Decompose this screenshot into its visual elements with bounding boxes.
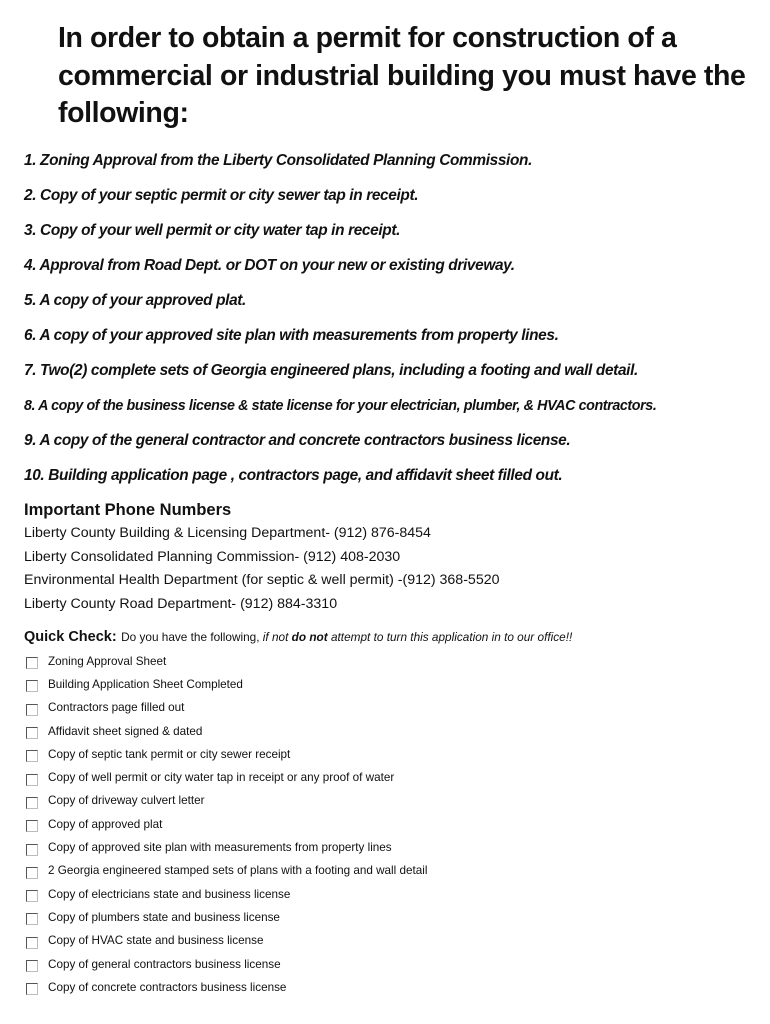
checklist-item-label: Copy of electricians state and business license [48,887,291,901]
quick-check-line [24,628,764,646]
requirement-item: 9. A copy of the general contractor and concrete contractors business license. [24,432,571,449]
checklist-item [24,906,427,929]
checklist-item-label: Copy of general contractors business license [48,957,281,971]
checkbox[interactable] [26,890,38,902]
checkbox[interactable] [26,680,38,692]
phone-line: Environmental Health Department (for septic & well permit) -(912) 368-5520 [24,572,500,588]
requirement-item: 1. Zoning Approval from the Liberty Consolidated Planning Commission. [24,152,532,169]
phone-numbers-heading: Important Phone Numbers [24,501,232,519]
checklist-item [24,650,427,673]
checklist-item-label: Copy of approved site plan with measurements from property lines [48,841,392,855]
quick-check-text [121,630,572,644]
checklist-item-label: Zoning Approval Sheet [48,654,167,668]
requirement-item: 8. A copy of the business license & state license for your electrician, plumber, & HVAC contractors. [24,398,657,414]
checklist-item-label: Contractors page filled out [48,701,185,715]
checkbox[interactable] [26,774,38,786]
checkbox[interactable] [26,797,38,809]
checklist-item [24,860,427,883]
checkbox[interactable] [26,657,38,669]
checklist-item-label: Copy of septic tank permit or city sewer receipt [48,747,291,761]
checkbox[interactable] [26,867,38,879]
phone-line: Liberty Consolidated Planning Commission- (912) 408-2030 [24,548,401,565]
requirements-list [24,150,764,500]
quick-check-question: Do you have the following, [121,630,260,644]
checklist-item [24,836,427,859]
requirement-item: 2. Copy of your septic permit or city sewer tap in receipt. [24,187,419,204]
checkbox[interactable] [26,960,38,972]
checkbox[interactable] [26,704,38,716]
checkbox[interactable] [26,820,38,832]
requirement-item: 3. Copy of your well permit or city water tap in receipt. [24,222,401,239]
checklist-item [24,953,427,976]
checklist-item-label: Affidavit sheet signed & dated [48,724,203,738]
checklist-item [24,790,427,813]
checklist-item [24,976,427,999]
requirement-item: 10. Building application page , contractors page, and affidavit sheet filled out. [24,467,563,484]
checklist-item-label: Copy of driveway culvert letter [48,794,205,808]
page-title: In order to obtain a permit for construction of a commercial or industrial building you must have the following: [58,22,746,129]
checklist-item-label: Copy of well permit or city water tap in receipt or any proof of water [48,771,395,785]
requirement-item: 7. Two(2) complete sets of Georgia engineered plans, including a footing and wall detail. [24,362,638,379]
checklist-item [24,930,427,953]
phone-line: Liberty County Building & Licensing Department- (912) 876-8454 [24,525,431,541]
requirement-item: 6. A copy of your approved site plan with measurements from property lines. [24,327,559,344]
checklist-item-label: Copy of HVAC state and business license [48,934,264,948]
checkbox[interactable] [26,727,38,739]
quick-check-warning-post: attempt to turn this application in to our office!! [330,630,573,644]
checklist [24,650,427,999]
checklist-item-label: Building Application Sheet Completed [48,677,243,691]
quick-check-warning-pre: if not [262,630,289,644]
quick-check-warning-bold: do not [291,630,328,644]
checkbox[interactable] [26,983,38,995]
checklist-item [24,697,427,720]
requirement-item: 5. A copy of your approved plat. [24,292,246,309]
checklist-item-label: 2 Georgia engineered stamped sets of plans with a footing and wall detail [48,864,428,878]
checklist-item [24,743,427,766]
checklist-item-label: Copy of concrete contractors business license [48,980,287,994]
checklist-item-label: Copy of approved plat [48,817,163,831]
checklist-item [24,813,427,836]
requirement-item: 4. Approval from Road Dept. or DOT on your new or existing driveway. [24,257,515,274]
phone-numbers-section [24,499,724,616]
checklist-item [24,883,427,906]
checkbox[interactable] [26,750,38,762]
checkbox[interactable] [26,937,38,949]
checkbox[interactable] [26,844,38,856]
checklist-item [24,673,427,696]
phone-line: Liberty County Road Department- (912) 884-3310 [24,595,338,612]
checklist-item [24,766,427,789]
checklist-item [24,720,427,743]
checklist-item-label: Copy of plumbers state and business license [48,910,280,924]
checkbox[interactable] [26,913,38,925]
quick-check-label: Quick Check: [24,629,117,645]
